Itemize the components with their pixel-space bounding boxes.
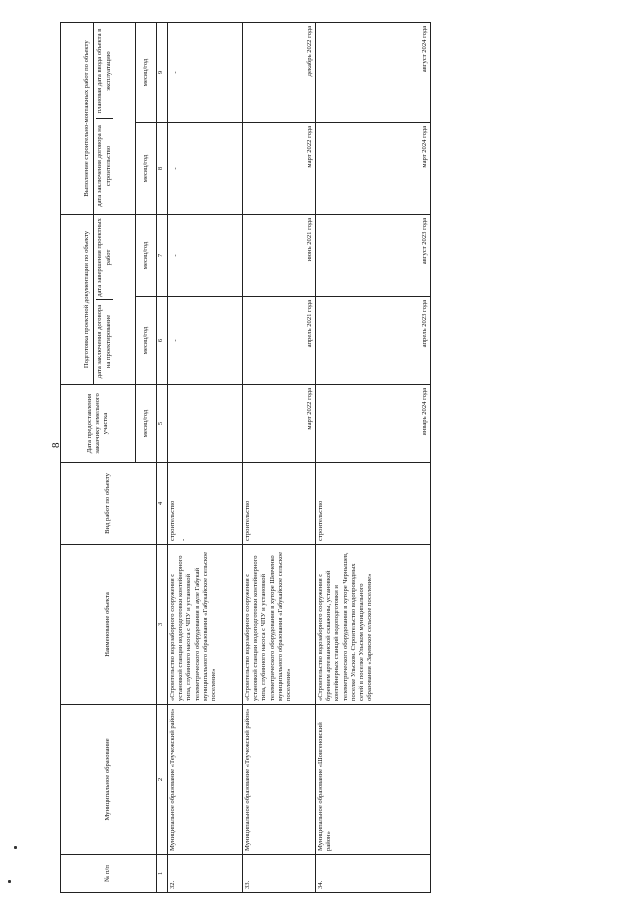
header-construction-group: [61, 23, 136, 215]
header-construction-title: Выполнение строительно-монтажных работ по объекту: [83, 23, 94, 214]
row-num: 32.: [168, 855, 243, 893]
header-municipality: Муниципальное образование: [61, 705, 157, 855]
row-object: «Строительство водозаборного сооружения с установкой станции водоподготовки контейнерного типа, глубинного насоса с ЧПУ и установкой телеметрического оборудования в ауле Габукай муниципального образования «Габукайское сельское поселение»: [168, 545, 243, 705]
row-design-end-cell: [168, 215, 243, 297]
row-municipality: Муниципальное образование «Теучежский район»: [243, 705, 316, 855]
col-number: 7: [157, 215, 168, 297]
page-number: 8: [50, 442, 62, 448]
unit-land: месяц/год: [136, 385, 157, 463]
row-commission: август 2024 года: [316, 23, 431, 123]
row-work-type-cell: [168, 463, 243, 545]
row-municipality: Муниципальное образование «Теучежский район»: [168, 705, 243, 855]
header-constr-contract: дата заключения договора на строительство: [96, 118, 112, 211]
header-land-date: Дата предоставления заказчику земельного участка: [61, 385, 136, 463]
row-num: 34.: [316, 855, 431, 893]
row-work-type: строительство: [316, 463, 431, 545]
header-design-contract: дата заключения договора на проектирование: [96, 299, 112, 381]
unit-design-end: месяц/год: [136, 215, 157, 297]
header-commission: плановая дата ввода объекта в эксплуатацию: [96, 28, 112, 114]
col-number: 8: [157, 123, 168, 215]
row-constr-contract: март 2022 года: [243, 123, 316, 215]
col-number: 3: [157, 545, 168, 705]
row-design-contract: апрель 2021 года: [243, 297, 316, 385]
row-dash: -: [172, 339, 179, 342]
header-design-group: [61, 215, 136, 385]
row-design-end: июнь 2021 года: [243, 215, 316, 297]
row-dash: -: [172, 254, 179, 257]
row-land-date: март 2022 года: [243, 385, 316, 463]
col-number: 2: [157, 705, 168, 855]
row-commission-cell: [168, 23, 243, 123]
table-row: [168, 23, 243, 893]
table-row: [243, 23, 316, 893]
row-commission: декабрь 2022 года: [243, 23, 316, 123]
row-dash: -: [172, 167, 179, 170]
header-design-end: дата завершения проектных работ: [96, 218, 112, 297]
row-constr-contract: март 2024 года: [316, 123, 431, 215]
row-num: 33.: [243, 855, 316, 893]
scan-speck: [14, 846, 17, 849]
table-row: [316, 23, 431, 893]
column-numbers-row: [157, 23, 168, 893]
header-object: Наименование объекта: [61, 545, 157, 705]
row-land-date: [168, 385, 243, 463]
row-design-contract: апрель 2023 года: [316, 297, 431, 385]
row-work-type: строительство: [169, 500, 176, 541]
header-num: № п/п: [61, 855, 157, 893]
row-object: «Строительство водозаборного сооружения с бурением артезианской скважины, установкой контейнерных станций водоподготовки и телеметрического оборудования в хуторе Чернышев, поселке Ульском. Строительство водопроводных сетей в поселке Ульском муниципального образования «Заревское сельское поселение»: [316, 545, 431, 705]
unit-design-contract: месяц/год: [136, 297, 157, 385]
col-number: 6: [157, 297, 168, 385]
row-dash: -: [172, 71, 179, 74]
col-number: 9: [157, 23, 168, 123]
row-object: «Строительство водозаборного сооружения с установкой станции водоподготовки контейнерного типа, глубинного насоса с ЧПУ и установкой телеметрического оборудования в хуторе Шевченко муниципального образования «Габукайское сельское поселение»: [243, 545, 316, 705]
scan-speck: [8, 880, 11, 883]
col-number: 1: [157, 855, 168, 893]
objects-schedule-table: [60, 22, 431, 893]
header-design-title: Подготовка проектной документации по объекту: [83, 215, 94, 384]
row-land-date: январь 2024 года: [316, 385, 431, 463]
row-design-end: август 2023 года: [316, 215, 431, 297]
unit-constr-contract: месяц/год: [136, 123, 157, 215]
header-work-type: Вид работ по объекту: [61, 463, 157, 545]
unit-commission: месяц/год: [136, 23, 157, 123]
col-number: 4: [157, 463, 168, 545]
row-work-type: строительство: [243, 463, 316, 545]
col-number: 5: [157, 385, 168, 463]
row-constr-contract-cell: [168, 123, 243, 215]
rotated-table-container: [60, 23, 520, 893]
row-design-contract-cell: [168, 297, 243, 385]
row-municipality: Муниципальное образование «Шовгеновский район»: [316, 705, 431, 855]
row-dash: -: [180, 538, 188, 541]
